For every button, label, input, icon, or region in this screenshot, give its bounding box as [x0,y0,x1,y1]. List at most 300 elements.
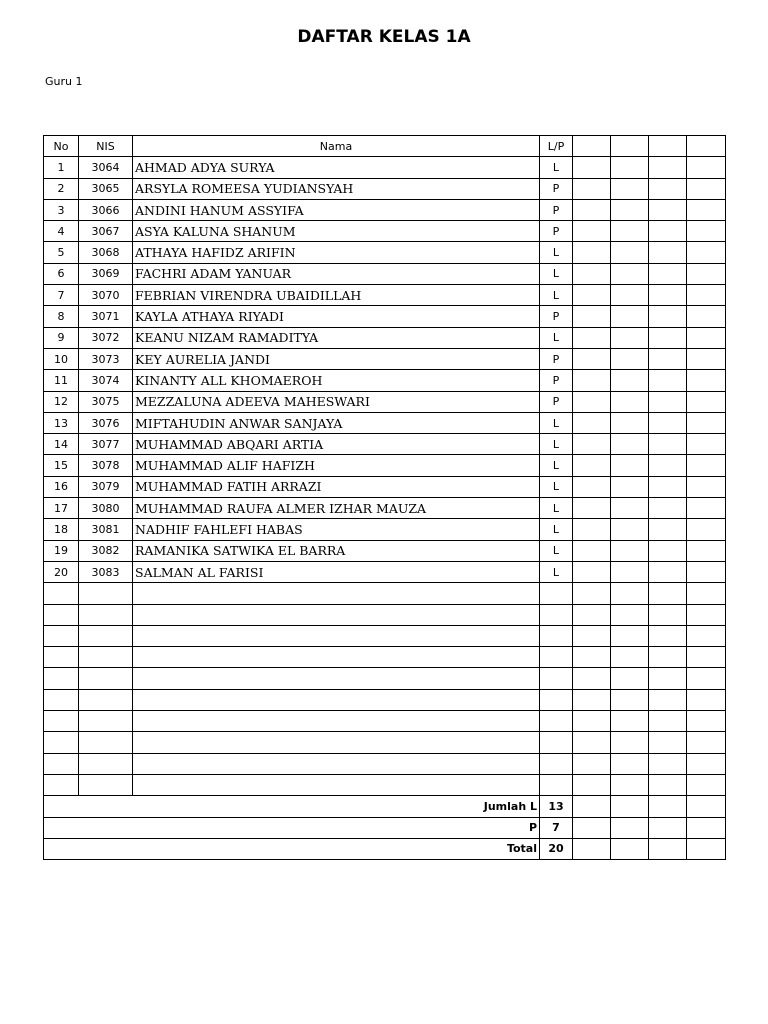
row-blank-cell [573,455,611,476]
table-row [44,498,726,519]
row-blank-cell [687,625,726,646]
row-blank-cell [687,327,726,348]
row-blank-cell [687,668,726,689]
row-blank-cell [573,498,611,519]
row-nis: 3083 [79,561,133,582]
row-no [44,647,79,668]
row-blank-cell [611,732,649,753]
row-blank-cell [687,774,726,795]
table-row [44,327,726,348]
row-blank-cell [611,178,649,199]
table-row [44,157,726,178]
row-no: 13 [44,412,79,433]
row-lp: L [540,263,573,284]
row-blank-cell [687,199,726,220]
table-row [44,476,726,497]
row-blank-cell [573,348,611,369]
row-nama [133,668,540,689]
row-blank-cell [611,434,649,455]
row-lp [540,604,573,625]
row-no [44,753,79,774]
row-nis [79,732,133,753]
row-blank-cell [611,221,649,242]
row-blank-cell [573,625,611,646]
row-blank-cell [573,306,611,327]
row-blank-cell [687,412,726,433]
row-lp: L [540,561,573,582]
table-row [44,561,726,582]
row-lp: L [540,540,573,561]
row-no: 1 [44,157,79,178]
header-lp: L/P [540,136,573,157]
row-blank-cell [687,391,726,412]
table-row [44,306,726,327]
row-lp: L [540,498,573,519]
row-nama: ARSYLA ROMEESA YUDIANSYAH [133,178,540,199]
row-blank-cell [611,306,649,327]
row-blank-cell [687,753,726,774]
row-nama [133,583,540,604]
row-nama: MUHAMMAD ABQARI ARTIA [133,434,540,455]
row-blank-cell [687,242,726,263]
row-no: 3 [44,199,79,220]
row-nama: SALMAN AL FARISI [133,561,540,582]
row-no: 20 [44,561,79,582]
row-nama: MEZZALUNA ADEEVA MAHESWARI [133,391,540,412]
row-nama: ASYA KALUNA SHANUM [133,221,540,242]
row-blank-cell [573,157,611,178]
row-blank-cell [611,285,649,306]
row-nis [79,711,133,732]
row-blank-cell [573,774,611,795]
row-lp: L [540,157,573,178]
row-blank-cell [573,327,611,348]
row-blank-cell [611,263,649,284]
summary-row [44,796,726,817]
empty-row [44,711,726,732]
row-blank-cell [573,199,611,220]
row-lp: L [540,476,573,497]
row-nama: KEY AURELIA JANDI [133,348,540,369]
row-lp: L [540,519,573,540]
row-blank-cell [611,348,649,369]
row-nama: MUHAMMAD RAUFA ALMER IZHAR MAUZA [133,498,540,519]
row-blank-cell [611,412,649,433]
row-no: 9 [44,327,79,348]
row-nis [79,774,133,795]
table-row [44,263,726,284]
row-lp: P [540,199,573,220]
row-blank-cell [611,561,649,582]
row-blank-cell [649,540,687,561]
summary-row [44,838,726,859]
row-blank-cell [649,838,687,859]
row-blank-cell [611,157,649,178]
row-blank-cell [649,157,687,178]
row-blank-cell [649,476,687,497]
row-no [44,711,79,732]
row-blank-cell [573,391,611,412]
row-blank-cell [649,199,687,220]
row-nama [133,625,540,646]
row-blank-cell [573,604,611,625]
header-blank [687,136,726,157]
row-nama: FEBRIAN VIRENDRA UBAIDILLAH [133,285,540,306]
row-nama: MIFTAHUDIN ANWAR SANJAYA [133,412,540,433]
row-blank-cell [649,604,687,625]
row-blank-cell [687,561,726,582]
row-blank-cell [573,263,611,284]
row-lp: L [540,455,573,476]
row-no [44,583,79,604]
header-blank [573,136,611,157]
row-blank-cell [649,455,687,476]
teacher-label: Guru 1 [45,75,83,88]
header-nama: Nama [133,136,540,157]
row-blank-cell [649,178,687,199]
row-no [44,625,79,646]
row-blank-cell [649,732,687,753]
row-nis: 3076 [79,412,133,433]
row-blank-cell [687,221,726,242]
row-blank-cell [573,561,611,582]
summary-row [44,817,726,838]
row-blank-cell [687,711,726,732]
row-blank-cell [611,498,649,519]
row-blank-cell [573,434,611,455]
row-blank-cell [649,306,687,327]
row-lp: P [540,370,573,391]
row-blank-cell [611,540,649,561]
row-lp: L [540,327,573,348]
page-title: DAFTAR KELAS 1A [297,27,471,47]
row-blank-cell [649,263,687,284]
row-nis [79,668,133,689]
row-blank-cell [573,242,611,263]
row-blank-cell [687,732,726,753]
table-row [44,221,726,242]
empty-row [44,604,726,625]
row-blank-cell [649,647,687,668]
header-no: No [44,136,79,157]
empty-row [44,689,726,710]
row-nama [133,711,540,732]
summary-value: 7 [540,817,573,838]
row-blank-cell [573,370,611,391]
row-lp: L [540,434,573,455]
row-blank-cell [611,796,649,817]
row-no [44,604,79,625]
row-nama: AHMAD ADYA SURYA [133,157,540,178]
row-blank-cell [649,370,687,391]
row-blank-cell [687,647,726,668]
row-lp [540,647,573,668]
row-blank-cell [573,412,611,433]
row-nis: 3068 [79,242,133,263]
row-blank-cell [649,327,687,348]
row-blank-cell [687,796,726,817]
row-blank-cell [649,348,687,369]
row-lp: P [540,348,573,369]
row-lp: P [540,306,573,327]
row-blank-cell [649,753,687,774]
row-blank-cell [611,242,649,263]
empty-row [44,625,726,646]
row-blank-cell [649,391,687,412]
table-row [44,348,726,369]
row-blank-cell [611,774,649,795]
row-nis [79,583,133,604]
row-blank-cell [611,455,649,476]
row-no: 7 [44,285,79,306]
row-nis: 3064 [79,157,133,178]
row-blank-cell [611,583,649,604]
row-nama: ANDINI HANUM ASSYIFA [133,199,540,220]
row-lp: L [540,412,573,433]
row-blank-cell [649,625,687,646]
row-blank-cell [573,519,611,540]
row-blank-cell [611,604,649,625]
table-header-row [44,136,726,157]
row-blank-cell [611,370,649,391]
row-nis: 3073 [79,348,133,369]
row-nis [79,604,133,625]
row-blank-cell [649,412,687,433]
row-blank-cell [611,689,649,710]
row-lp [540,625,573,646]
row-blank-cell [687,306,726,327]
row-blank-cell [687,178,726,199]
row-nama [133,774,540,795]
table-row [44,242,726,263]
row-blank-cell [573,817,611,838]
row-blank-cell [611,476,649,497]
empty-row [44,753,726,774]
row-blank-cell [573,647,611,668]
row-blank-cell [687,583,726,604]
class-roster-table [43,135,726,860]
empty-row [44,583,726,604]
row-nis: 3072 [79,327,133,348]
row-blank-cell [611,647,649,668]
row-no: 12 [44,391,79,412]
row-nama [133,689,540,710]
summary-label: P [44,817,540,838]
row-nis: 3078 [79,455,133,476]
row-blank-cell [611,668,649,689]
row-lp [540,753,573,774]
row-nis: 3066 [79,199,133,220]
row-lp: L [540,242,573,263]
row-blank-cell [687,434,726,455]
row-no: 10 [44,348,79,369]
row-blank-cell [649,498,687,519]
row-no [44,668,79,689]
row-blank-cell [573,178,611,199]
row-no [44,732,79,753]
row-nis: 3067 [79,221,133,242]
row-nama: RAMANIKA SATWIKA EL BARRA [133,540,540,561]
row-blank-cell [649,285,687,306]
row-blank-cell [573,838,611,859]
row-lp [540,711,573,732]
row-no: 16 [44,476,79,497]
table-row [44,178,726,199]
table-row [44,370,726,391]
summary-label: Total [44,838,540,859]
row-nis [79,753,133,774]
row-blank-cell [687,689,726,710]
row-nis [79,689,133,710]
row-no: 5 [44,242,79,263]
row-blank-cell [611,711,649,732]
row-no: 19 [44,540,79,561]
row-blank-cell [573,668,611,689]
row-no: 4 [44,221,79,242]
row-no: 17 [44,498,79,519]
row-no: 11 [44,370,79,391]
row-blank-cell [573,711,611,732]
row-lp [540,774,573,795]
row-no: 18 [44,519,79,540]
row-lp [540,732,573,753]
row-blank-cell [687,370,726,391]
table-row [44,391,726,412]
row-nama [133,732,540,753]
row-lp: L [540,285,573,306]
row-nama: NADHIF FAHLEFI HABAS [133,519,540,540]
table-row [44,519,726,540]
header-blank [611,136,649,157]
row-blank-cell [573,583,611,604]
summary-value: 13 [540,796,573,817]
row-nama: MUHAMMAD FATIH ARRAZI [133,476,540,497]
row-blank-cell [649,242,687,263]
row-nis: 3082 [79,540,133,561]
row-blank-cell [687,604,726,625]
row-blank-cell [573,732,611,753]
empty-row [44,647,726,668]
row-blank-cell [687,838,726,859]
row-no: 15 [44,455,79,476]
row-lp: P [540,391,573,412]
row-nama [133,753,540,774]
row-no: 2 [44,178,79,199]
row-blank-cell [649,796,687,817]
row-blank-cell [687,476,726,497]
empty-row [44,668,726,689]
table-row [44,199,726,220]
row-lp [540,668,573,689]
row-nama [133,604,540,625]
row-blank-cell [649,583,687,604]
row-nis: 3075 [79,391,133,412]
row-nama: ATHAYA HAFIDZ ARIFIN [133,242,540,263]
row-no [44,689,79,710]
row-blank-cell [687,455,726,476]
header-nis: NIS [79,136,133,157]
row-nama: KAYLA ATHAYA RIYADI [133,306,540,327]
row-blank-cell [649,689,687,710]
row-nis: 3070 [79,285,133,306]
row-blank-cell [649,774,687,795]
table-row [44,285,726,306]
row-blank-cell [649,519,687,540]
table-row [44,412,726,433]
row-blank-cell [573,689,611,710]
row-blank-cell [649,711,687,732]
row-no: 8 [44,306,79,327]
table-row [44,455,726,476]
row-blank-cell [649,817,687,838]
row-blank-cell [611,519,649,540]
row-nis: 3079 [79,476,133,497]
summary-label: Jumlah L [44,796,540,817]
row-nama: FACHRI ADAM YANUAR [133,263,540,284]
summary-value: 20 [540,838,573,859]
row-lp: P [540,221,573,242]
row-blank-cell [649,668,687,689]
empty-row [44,774,726,795]
row-nis: 3077 [79,434,133,455]
row-blank-cell [573,753,611,774]
row-nama [133,647,540,668]
row-blank-cell [611,327,649,348]
row-blank-cell [611,199,649,220]
row-no: 6 [44,263,79,284]
table-row [44,434,726,455]
row-nis: 3074 [79,370,133,391]
row-blank-cell [611,817,649,838]
row-nis: 3080 [79,498,133,519]
row-blank-cell [687,348,726,369]
row-lp [540,583,573,604]
row-blank-cell [687,540,726,561]
row-blank-cell [611,625,649,646]
row-blank-cell [687,817,726,838]
row-blank-cell [649,561,687,582]
row-blank-cell [573,285,611,306]
row-nis [79,625,133,646]
row-blank-cell [573,796,611,817]
row-blank-cell [573,476,611,497]
row-blank-cell [611,753,649,774]
row-no [44,774,79,795]
table-row [44,540,726,561]
row-blank-cell [687,157,726,178]
row-nis: 3069 [79,263,133,284]
row-blank-cell [687,285,726,306]
row-nama: KEANU NIZAM RAMADITYA [133,327,540,348]
row-blank-cell [687,519,726,540]
row-blank-cell [687,498,726,519]
row-blank-cell [649,221,687,242]
row-blank-cell [573,221,611,242]
row-nis: 3065 [79,178,133,199]
row-lp [540,689,573,710]
roster-body [44,157,726,860]
row-blank-cell [649,434,687,455]
row-nis [79,647,133,668]
row-blank-cell [573,540,611,561]
row-blank-cell [687,263,726,284]
row-nis: 3071 [79,306,133,327]
row-nama: KINANTY ALL KHOMAEROH [133,370,540,391]
row-lp: P [540,178,573,199]
row-blank-cell [611,838,649,859]
row-nama: MUHAMMAD ALIF HAFIZH [133,455,540,476]
row-blank-cell [611,391,649,412]
